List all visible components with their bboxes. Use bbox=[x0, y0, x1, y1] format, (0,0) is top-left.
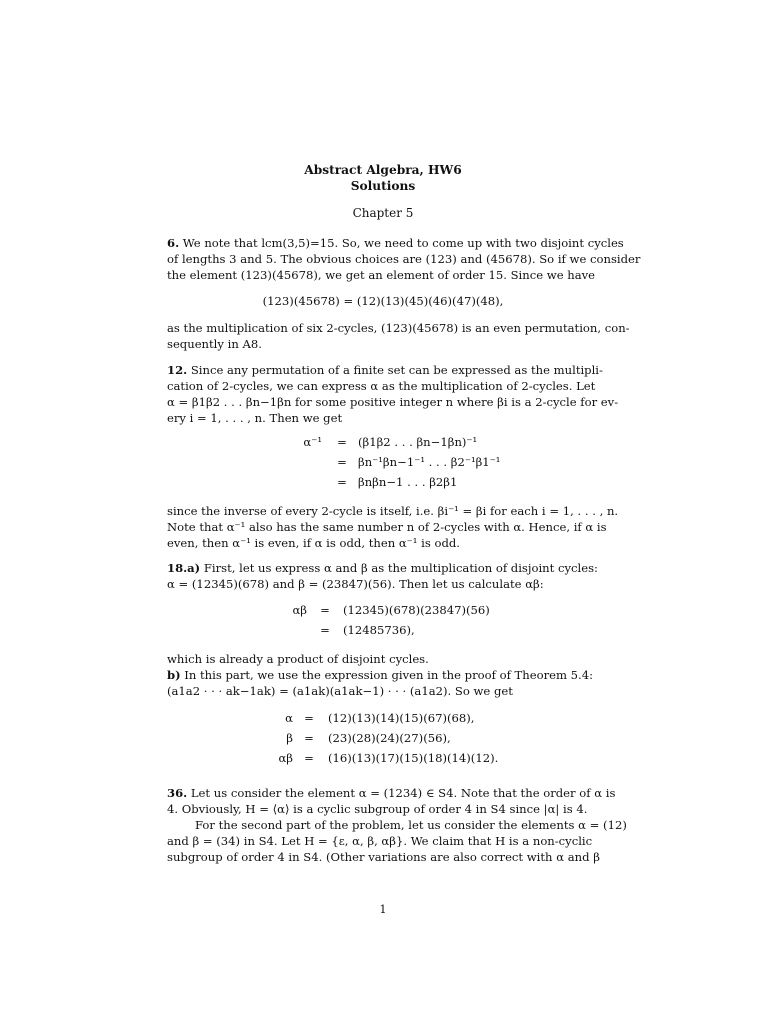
problem-36-text: 36. Let us consider the element α = (1234) ∈ S4. Note that the order of α is 4. Obviously, H = ⟨α⟩ is a cyclic subgroup of order 4 in S4 since |α| is 4. For the second part of the problem, let us consider the elements α = (12) and β = (34) in S4. Let H = {ε, α, β, αβ}. We claim that H is a non-cyclic subgroup of order 4 in S4. (Other variations are also correct with α and β bbox=[167, 786, 627, 864]
problem-6-number: 6. bbox=[167, 236, 180, 250]
eq-rel: = bbox=[304, 731, 314, 745]
problem-18-number: 18.a) bbox=[167, 561, 201, 575]
eq-rel: = bbox=[304, 711, 314, 725]
eq-rel: = bbox=[320, 603, 330, 617]
eq-rhs: (12)(13)(14)(15)(67)(68), bbox=[328, 711, 475, 725]
problem-6-conclusion: as the multiplication of six 2-cycles, (123)(45678) is an even permutation, con- sequently in A8. bbox=[167, 321, 630, 351]
problem-18-conclusion: which is already a product of disjoint cycles. b) In this part, we use the expression given in the proof of Theorem 5.4: (a1a2 · · · ak−1ak) = (a1ak)(a1ak−1) · · · (a1a2). So we get bbox=[167, 652, 594, 698]
eq-rhs: (β1β2 . . . βn−1βn)⁻¹ bbox=[358, 435, 478, 449]
eq-rel: = bbox=[320, 623, 330, 637]
eq-lhs: α bbox=[285, 711, 293, 725]
document-subtitle: Solutions bbox=[350, 179, 416, 193]
document-title: Abstract Algebra, HW6 bbox=[304, 163, 462, 177]
chapter-heading: Chapter 5 bbox=[352, 206, 414, 220]
eq-rhs: βn⁻¹βn−1⁻¹ . . . β2⁻¹β1⁻¹ bbox=[358, 455, 501, 469]
eq-lhs: αβ bbox=[292, 603, 307, 617]
eq-rel: = bbox=[337, 475, 347, 489]
eq-rel: = bbox=[304, 751, 314, 765]
eq-rhs: (23)(28)(24)(27)(56), bbox=[328, 731, 451, 745]
eq-rhs: βnβn−1 . . . β2β1 bbox=[358, 475, 458, 489]
problem-18b-label: b) bbox=[167, 668, 181, 682]
eq-rel: = bbox=[337, 435, 347, 449]
eq-lhs: αβ bbox=[278, 751, 293, 765]
problem-18b-equation-block bbox=[167, 710, 599, 770]
problem-6-equation: (123)(45678) = (12)(13)(45)(46)(47)(48), bbox=[262, 294, 504, 308]
problem-6-text: 6. We note that lcm(3,5)=15. So, we need to come up with two disjoint cycles of lengths 3 and 5. The obvious choices are (123) and (45678). So if we consider the element (123)(45678), we get an element of order 15. Since we have bbox=[167, 236, 641, 282]
problem-12-number: 12. bbox=[167, 363, 188, 377]
eq-rhs: (12485736), bbox=[343, 623, 415, 637]
problem-36-number: 36. bbox=[167, 786, 188, 800]
eq-rhs: (16)(13)(17)(15)(18)(14)(12). bbox=[328, 751, 499, 765]
problem-12-conclusion: since the inverse of every 2-cycle is itself, i.e. βi⁻¹ = βi for each i = 1, . . . , n. Note that α⁻¹ also has the same number n of 2-cycles with α. Hence, if α is even, then α⁻¹ is even, if α is odd, then α⁻¹ is odd. bbox=[167, 504, 619, 550]
problem-18a-equation-block bbox=[167, 602, 599, 642]
eq-rhs: (12345)(678)(23847)(56) bbox=[343, 603, 490, 617]
problem-12-equation-block bbox=[167, 434, 599, 489]
eq-lhs: α⁻¹ bbox=[303, 435, 322, 449]
problem-12-text: 12. Since any permutation of a finite set can be expressed as the multipli- cation of 2-cycles, we can express α as the multiplication of 2-cycles. Let α = β1β2 . . . βn−1βn for some positive integer n where βi is a 2-cycle for ev- ery i = 1, . . . , n. Then we get bbox=[167, 363, 619, 425]
page-number: 1 bbox=[379, 903, 387, 916]
eq-lhs: β bbox=[286, 731, 293, 745]
problem-18-text: 18.a) First, let us express α and β as the multiplication of disjoint cycles: α = (12345)(678) and β = (23847)(56). Then let us calculate αβ: bbox=[167, 561, 598, 591]
eq-rel: = bbox=[337, 455, 347, 469]
